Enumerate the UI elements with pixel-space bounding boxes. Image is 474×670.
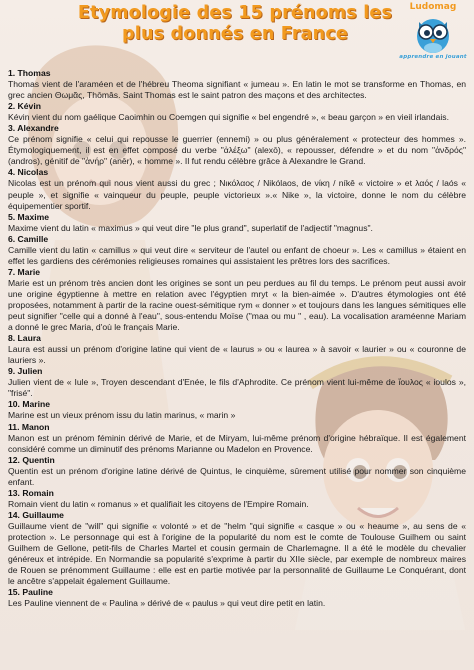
ludomag-logo (396, 2, 470, 68)
entry-heading: 11. Manon (8, 421, 50, 432)
name-entry (8, 366, 466, 399)
name-entry (8, 167, 466, 211)
entry-text: Ce prénom signifie « celui qui repousse le guerrier (ennemi) » ou plus généralement « protecteur des hommes ». Étymologiquement, il est en effet composé du verbe "ἀλέξω" (alexō), « repousser, défendre » et du nom "ἀνδρός" (andros), génitif de "ἀνήρ" (anēr), « homme ». Il fut rendu célèbre grâce à Alexandre le Grand. (8, 134, 466, 167)
name-entry (8, 234, 466, 267)
name-entry (8, 422, 466, 455)
name-entry (8, 267, 466, 333)
name-entry (8, 68, 466, 101)
entry-heading: 3. Alexandre (8, 123, 59, 134)
name-entry (8, 399, 466, 421)
entry-text: Laura est aussi un prénom d'origine latine qui vient de « laurus » ou « laurea » à savoir « laurier » ou « couronne de lauriers ». (8, 344, 466, 366)
page-title: Etymologie des 15 prénoms les plus donnés en France (77, 3, 393, 44)
name-entry (8, 587, 466, 609)
entry-heading: 2. Kévin (8, 101, 41, 112)
etymology-list (8, 68, 466, 609)
entry-heading: 13. Romain (8, 487, 54, 498)
entry-text: Maxime vient du latin « maximus » qui veut dire "le plus grand", superlatif de l'adjectif "magnus". (8, 222, 373, 233)
name-entry (8, 333, 466, 366)
entry-heading: 14. Guillaume (8, 509, 64, 520)
entry-text: Guillaume vient de "will" qui signifie « volonté » et de "helm "qui signifie « casque » ou « heaume », au sens de « protection ». Le personnage qui est à l'origine de la popularité du nom est le comte de Toulouse Guilhem ou saint Guilhem de Gellone, petit-fils de Charles Martel et cousin germain de Charlemagne. Il a été le modèle du chevalier généreux et intrépide. En Normandie sa popularité s'exprime à partir du XIIe siècle, par exemple de nombreux maires de Rouen se prénomment Guillaume : elle est en partie motivée par la personnalité de Guillaume Le Conquérant, dont le ancêtre s'appelait également Guillaume. (8, 520, 466, 587)
name-entry (8, 123, 466, 167)
entry-text: Manon est un prénom féminin dérivé de Marie, et de Miryam, lui-même prénom d'origine hébraïque. Il est également considéré comme un diminutif des prénoms Marianne ou Madelon en Provence. (8, 432, 466, 454)
name-entry (8, 488, 466, 510)
entry-heading: 9. Julien (8, 366, 43, 377)
entry-heading: 15. Pauline (8, 587, 53, 598)
name-entry (8, 101, 466, 123)
logo-name: Ludomag (409, 2, 457, 12)
entry-text: Kévin vient du nom gaélique Caoimhin ou Coemgen qui signifie « bel engendré », « beau garçon » en vieil irlandais. (8, 112, 449, 123)
name-entry (8, 510, 466, 587)
entry-text: Romain vient du latin « romanus » et qualifiait les citoyens de l'Empire Romain. (8, 498, 309, 509)
entry-heading: 12. Quentin (8, 454, 55, 465)
entry-text: Nicolas est un prénom qui nous vient aussi du grec ; Νικόλαος / Nikólaos, de νίκη / níkê « victoire » et λαός / laós « peuple », et signifie « vainqueur du peuple, peuple victorieux ».« Nike », la victoire, donne le nom du célèbre équipementier sportif. (8, 178, 466, 211)
entry-text: Camille vient du latin « camillus » qui veut dire « serviteur de l'autel ou enfant de choeur ». Les « camillus » étaient en effet les gardiens des cérémonies religieuses romaines qui assistaient les prêtres lors des sacrifices. (8, 244, 466, 266)
entry-text: Marine est un vieux prénom issu du latin marinus, « marin » (8, 410, 236, 421)
owl-mascot-icon (413, 12, 453, 54)
name-entry (8, 455, 466, 488)
entry-text: Les Pauline viennent de « Paulina » dérivé de « paulus » qui veut dire petit en latin. (8, 598, 326, 609)
name-entry (8, 212, 466, 234)
entry-heading: 6. Camille (8, 233, 49, 244)
entry-text: Julien vient de « Iule », Troyen descendant d'Enée, le fils d'Aphrodite. Ce prénom vient lui-même de ἴουλος « ioulos », "frisé". (8, 377, 466, 399)
entry-text: Marie est un prénom très ancien dont les origines se sont un peu perdues au fil du temps. Le prénom peut aussi avoir une origine égyptienne à mettre en relation avec l'égyptien mryt « la bien-aimée ». D'autres étymologies ont été proposées, notamment à partir de la racine ouest-sémitique rym « donner » et toujours dans les langues sémitiques elle peut signifier "celle qui a donné à l'eau", sous-entendu Moïse ("maa ou mu " , eau). La vocalisation araméenne Mariam a donné le grec Maria, d'où le français Marie. (8, 277, 466, 333)
entry-heading: 4. Nicolas (8, 167, 49, 178)
logo-tagline: apprendre en jouant (399, 54, 467, 60)
entry-text: Thomas vient de l'araméen et de l'hébreu Theoma signifiant « jumeau ». En latin le mot se transforme en Thomas, en grec ancien Θωμᾶς, Thōmâs. Saint Thomas est le saint patron des maçons et des architectes. (8, 79, 466, 101)
entry-heading: 5. Maxime (8, 211, 50, 222)
entry-heading: 7. Marie (8, 266, 41, 277)
entry-heading: 8. Laura (8, 333, 41, 344)
entry-heading: 1. Thomas (8, 68, 51, 78)
entry-heading: 10. Marine (8, 399, 51, 410)
entry-text: Quentin est un prénom d'origine latine dérivé de Quintus, le cinquième, sûrement utilisé pour nommer son cinquième enfant. (8, 465, 466, 487)
